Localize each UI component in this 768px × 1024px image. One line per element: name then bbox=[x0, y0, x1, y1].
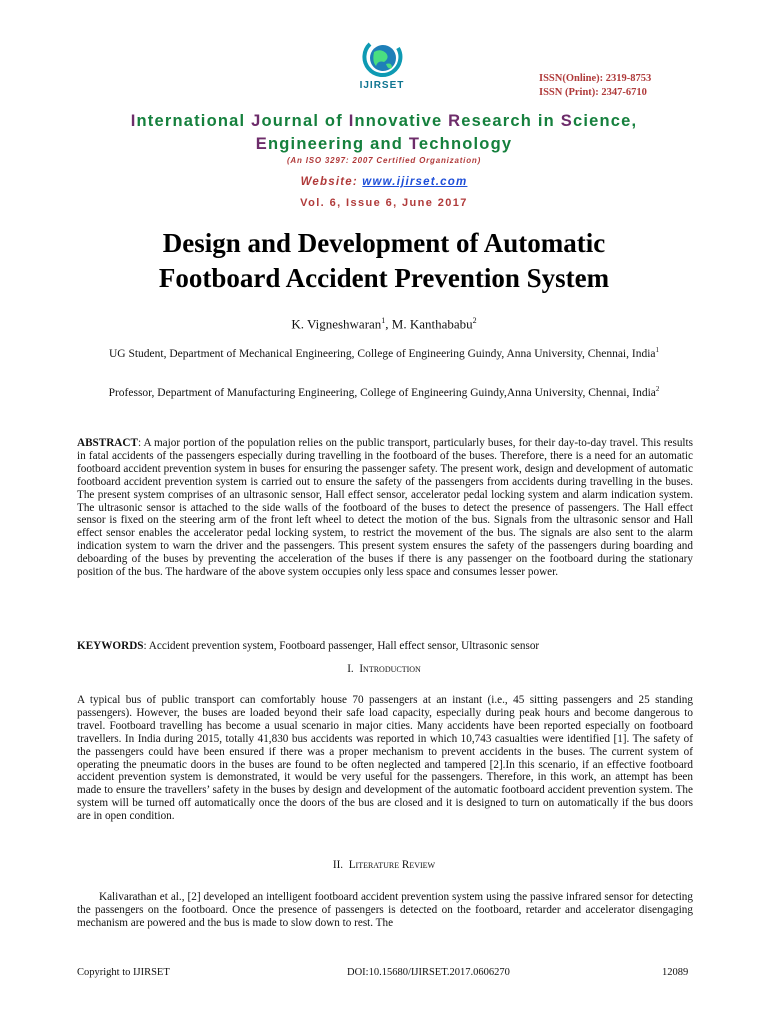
logo-text: IJIRSET bbox=[359, 80, 405, 91]
author-1: K. Vigneshwaran bbox=[291, 316, 382, 332]
journal-name-line-1: International Journal of Innovative Research in Science, bbox=[130, 112, 638, 130]
journal-name bbox=[60, 110, 708, 156]
volume-issue: Vol. 6, Issue 6, June 2017 bbox=[300, 197, 468, 209]
author-list bbox=[0, 316, 768, 332]
website-label: Website: bbox=[300, 176, 358, 188]
affiliation-2 bbox=[80, 378, 688, 404]
website-link[interactable]: www.ijirset.com bbox=[362, 176, 468, 188]
keywords bbox=[77, 640, 693, 653]
affiliation-2-mark: 2 bbox=[655, 385, 660, 393]
footer-page-number: 12089 bbox=[662, 967, 689, 978]
affiliation-2-text: Professor, Department of Manufacturing Engineering, College of Engineering Guindy,Anna University, Chennai, India bbox=[108, 386, 656, 399]
title-line-1: Design and Development of Automatic bbox=[162, 228, 606, 258]
paper-title bbox=[60, 226, 708, 296]
issn-online: ISSN(Online): 2319-8753 bbox=[539, 73, 652, 84]
author-2-affil-mark: 2 bbox=[472, 316, 477, 325]
affiliation-1-text: UG Student, Department of Mechanical Engineering, College of Engineering Guindy, Anna University, Chennai, India bbox=[108, 347, 656, 360]
section-1-number: I. bbox=[347, 663, 354, 675]
keywords-text: : Accident prevention system, Footboard passenger, Hall effect sensor, Ultrasonic sensor bbox=[143, 640, 540, 652]
author-1-affil-mark: 1 bbox=[381, 316, 386, 325]
issn-print: ISSN (Print): 2347-6710 bbox=[539, 87, 647, 98]
affiliation-1 bbox=[80, 339, 688, 365]
footer-copyright: Copyright to IJIRSET bbox=[77, 967, 170, 978]
globe-logo-icon bbox=[350, 36, 414, 92]
section-2-title: Literature Review bbox=[348, 859, 436, 871]
website-line bbox=[0, 176, 768, 188]
section-2-number: II. bbox=[332, 859, 344, 871]
literature-review-text bbox=[77, 891, 693, 930]
certification-note: (An ISO 3297: 2007 Certified Organization) bbox=[286, 156, 482, 165]
affiliation-1-mark: 1 bbox=[655, 346, 660, 354]
section-heading-literature-review bbox=[0, 859, 768, 871]
section-heading-introduction bbox=[0, 663, 768, 675]
literature-review-paragraph: Kalivarathan et al., [2] developed an intelligent footboard accident prevention system using the passive infrared sensor for detecting the passengers on the footboard. Once the presence of passengers is detected on the footboard, retarder and accelerator disengaging mechanism are powered and the bus is made to slow down to rest. The bbox=[77, 891, 693, 929]
journal-logo bbox=[350, 36, 414, 92]
title-line-2: Footboard Accident Prevention System bbox=[158, 263, 610, 293]
abstract bbox=[77, 437, 693, 579]
author-separator: , bbox=[385, 316, 392, 332]
abstract-label: ABSTRACT bbox=[77, 437, 138, 449]
issn-block bbox=[539, 72, 651, 100]
section-1-title: Introduction bbox=[359, 663, 421, 675]
footer-doi: DOI:10.15680/IJIRSET.2017.0606270 bbox=[347, 967, 510, 978]
keywords-label: KEYWORDS bbox=[77, 640, 144, 652]
introduction-text: A typical bus of public transport can comfortably house 70 passengers at an instant (i.e., 45 sitting passengers and 25 standing passengers). However, the buses are loaded beyond their safe load capacity, especially during peak hours and become dangerous to travel. Footboard travelling has become a usual scenario in major cities. Many accidents have been reported especially on footboard travellers. In India during 2015, totally 41,830 bus accidents was reported in which 10,743 casualties were identified [1]. The safety of the passengers could have been ensured if there was a proper mechanism to prevent accidents in the buses. The current system of operating the pneumatic doors in the buses are found to be often neglected and tampered [2].In this scenario, if an effective footboard accident prevention system is demonstrated, it would be very useful for the passengers. Therefore, in this work, an attempt has been made to ensure the travellers’ safety in the buses by design and development of the automatic footboard accident prevention system. The system will be turned off automatically once the doors of the bus are closed and it is designed to turn on automatically if the bus doors are in open condition. bbox=[77, 694, 693, 823]
abstract-text: : A major portion of the population relies on the public transport, particularly buses, for their day-to-day travel. This results in fatal accidents of the passengers especially during travelling in the footboard of the buses. Therefore, there is a need for an automatic footboard accident prevention system in buses for ensuring the passenger safety. The present work, design and development of automatic footboard accident prevention system is carried out to ensure the safety of the passengers from accidents during travelling in the buses. The present system comprises of an ultrasonic sensor, Hall effect sensor, accelerator pedal locking system and alarm indication system. The ultrasonic sensor is attached to the side walls of the footboard of the buses to detect the presence of passengers. The Hall effect sensor is fixed on the steering arm of the front left wheel to detect the motion of the bus. Signals from the ultrasonic sensor and Hall effect sensor enables the accelerator pedal locking system, to restrict the movement of the bus. The signals are also sent to the alarm indication system to warn the driver and the passengers. This present system ensures the safety of the passengers during boarding and deboarding of the buses by preventing the acceleration of the buses if there is any passenger on the footboard during the stationary position of the bus. The hardware of the above system occupies only less space and consumes lesser power. bbox=[77, 437, 693, 579]
journal-name-line-2: Engineering and Technology bbox=[255, 135, 513, 153]
author-2: M. Kanthababu bbox=[391, 316, 473, 332]
